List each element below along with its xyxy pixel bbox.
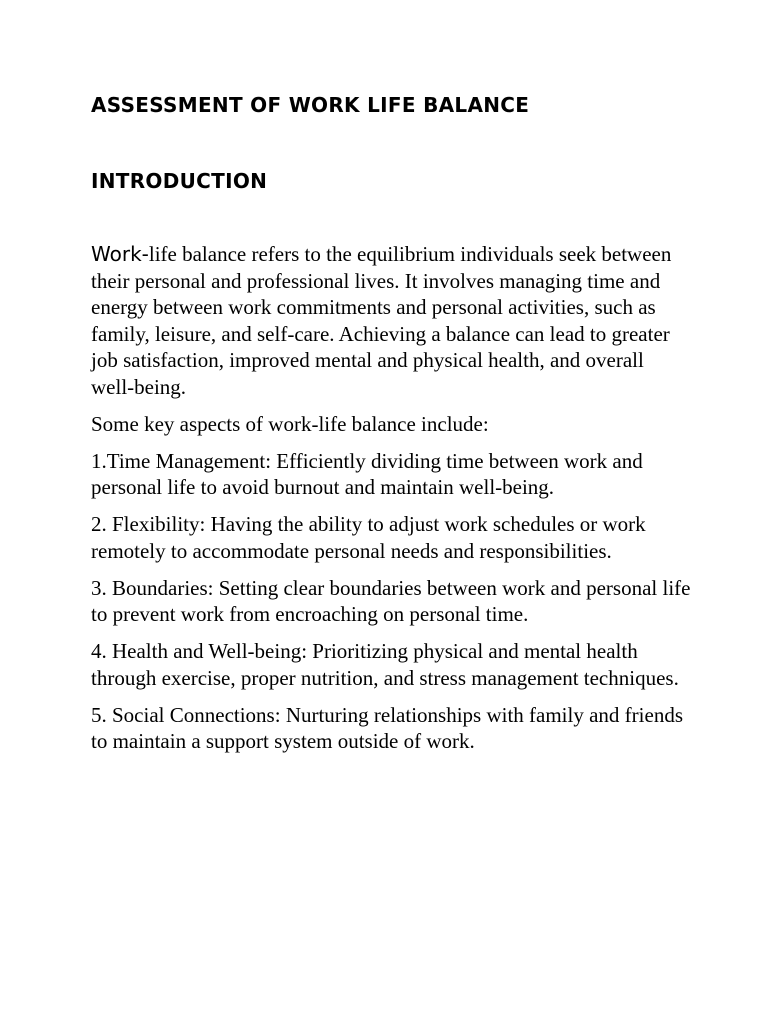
section-heading: INTRODUCTION <box>91 169 268 193</box>
aspect-item-boundaries: 3. Boundaries: Setting clear boundaries between work and personal life to prevent work from encroaching on personal time. <box>91 575 691 626</box>
document-title: ASSESSMENT OF WORK LIFE BALANCE <box>91 93 530 117</box>
document-body <box>91 241 691 765</box>
intro-text: life balance refers to the equilibrium individuals seek between their personal and professional lives. It involves managing time and energy between work commitments and personal activities, such as family, leisure, and self-care. Achieving a balance can lead to greater job satisfaction, improved mental and physical health, and overall well-being. <box>91 242 672 399</box>
aspect-item-social: 5. Social Connections: Nurturing relationships with family and friends to maintain a support system outside of work. <box>91 702 683 753</box>
intro-paragraph <box>91 241 691 400</box>
aspect-item-health: 4. Health and Well-being: Prioritizing physical and mental health through exercise, proper nutrition, and stress management techniques. <box>91 639 679 690</box>
aspect-item-flexibility: 2. Flexibility: Having the ability to adjust work schedules or work remotely to accommodate personal needs and responsibilities. <box>91 512 646 563</box>
intro-lead-word: Work- <box>91 242 149 266</box>
aspects-intro: Some key aspects of work-life balance include: <box>91 411 489 436</box>
aspect-item-time-management: 1.Time Management: Efficiently dividing time between work and personal life to avoid burnout and maintain well-being. <box>91 448 643 499</box>
